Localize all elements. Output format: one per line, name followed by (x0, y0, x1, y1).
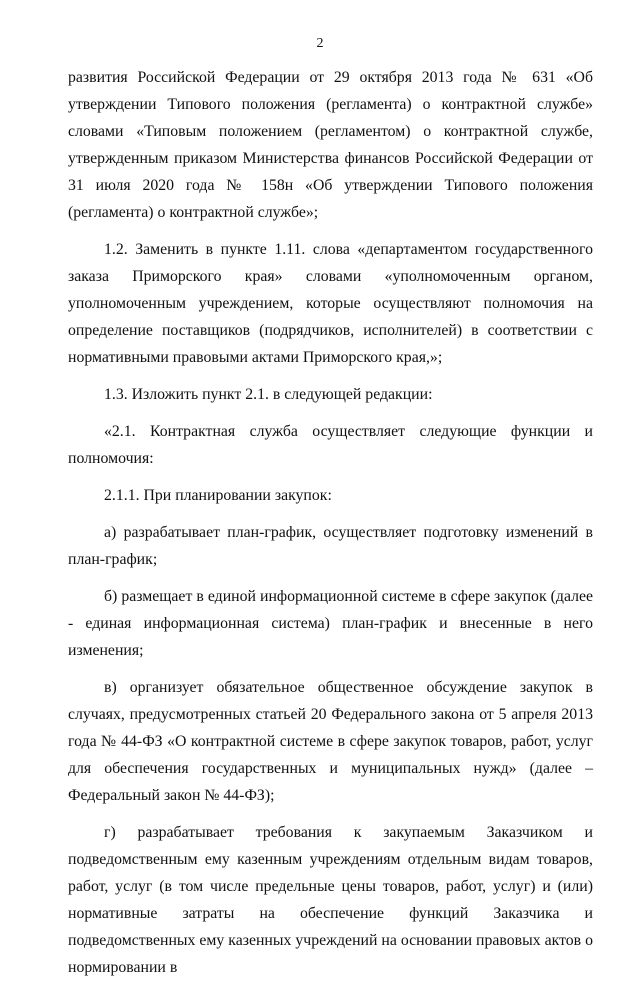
paragraph-item-v: в) организует обязательное общественное обсуждение закупок в случаях, предусмотренных статьей 20 Федерального закона от 5 апреля 2013 года № 44-ФЗ «О контрактной системе в сфере закупок товаров, работ, услуг для обеспечения государственных и муниципальных нужд» (далее – Федеральный закон № 44-ФЗ); (68, 679, 593, 804)
document-body (68, 64, 593, 991)
paragraph-2-1: «2.1. Контрактная служба осуществляет следующие функции и полномочия: (68, 423, 593, 467)
paragraph-item-g: г) разрабатывает требования к закупаемым Заказчиком и подведомственным ему казенным учреждениям отдельным видам товаров, работ, услуг (в том числе предельные цены товаров, работ, услуг) и (или) нормативные затраты на обеспечение функций Заказчика и подведомственных ему казенных учреждений на основании правовых актов о нормировании в (68, 824, 593, 976)
paragraph-1-2: 1.2. Заменить в пункте 1.11. слова «департаментом государственного заказа Приморского края» словами «уполномоченным органом, уполномоченным учреждением, которые осуществляют полномочия на определение поставщиков (подрядчиков, исполнителей) в соответствии с нормативными правовыми актами Приморского края,»; (68, 241, 593, 366)
page-number: 2 (316, 36, 324, 51)
paragraph-2-1-1: 2.1.1. При планировании закупок: (104, 487, 332, 504)
paragraph-continuation: развития Российской Федерации от 29 октября 2013 года № 631 «Об утверждении Типового положения (регламента) о контрактной службе» словами «Типовым положением (регламентом) о контрактной службе, утвержденным приказом Министерства финансов Российской Федерации от 31 июля 2020 года № 158н «Об утверждении Типового положения (регламента) о контрактной службе»; (68, 69, 593, 221)
paragraph-item-a: а) разрабатывает план-график, осуществляет подготовку изменений в план-график; (68, 524, 593, 568)
paragraph-1-3: 1.3. Изложить пункт 2.1. в следующей редакции: (104, 386, 433, 403)
paragraph-item-b: б) размещает в единой информационной системе в сфере закупок (далее - единая информационная система) план-график и внесенные в него изменения; (68, 588, 593, 659)
